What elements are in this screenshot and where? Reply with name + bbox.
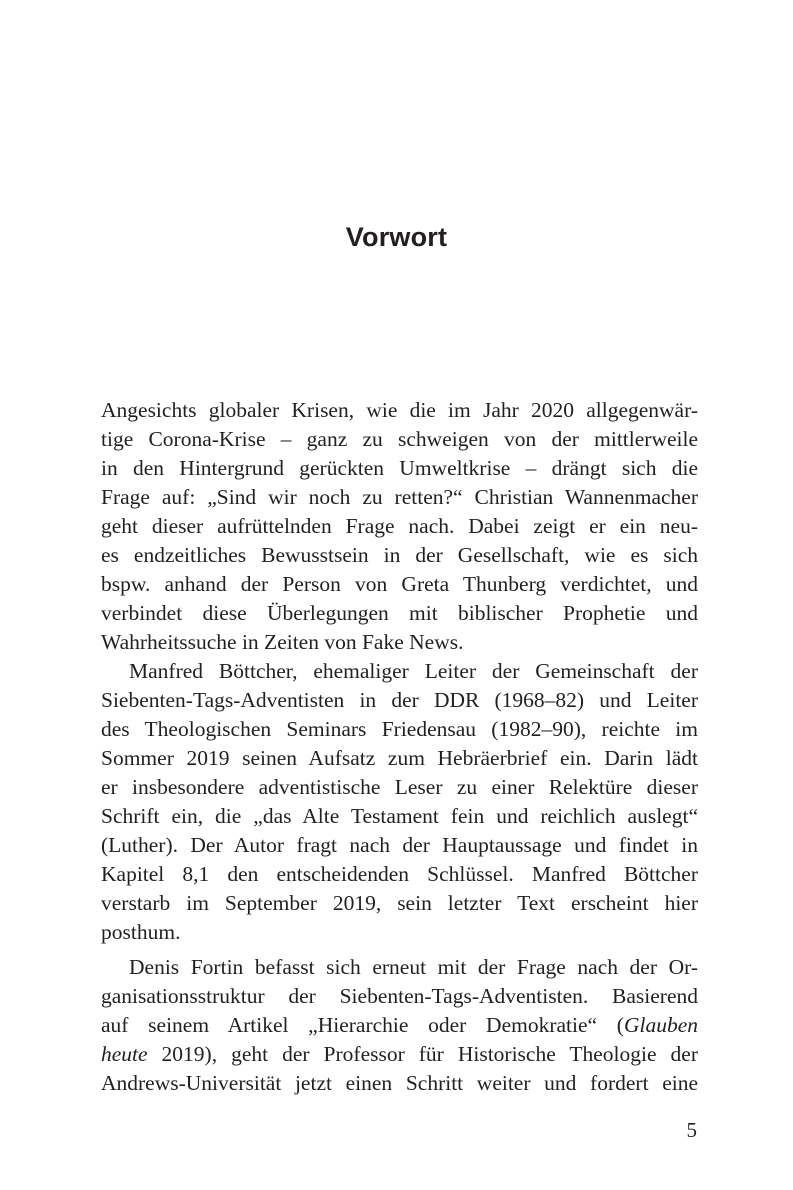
text-line: verbindet diese Überlegungen mit biblischer Prophetie und xyxy=(101,601,698,625)
italic-title: Glauben xyxy=(623,1013,698,1037)
text-line: des Theologischen Seminars Friedensau (1982–90), reichte im xyxy=(101,717,698,741)
text-line: Kapitel 8,1 den entscheidenden Schlüssel. Manfred Böttcher xyxy=(101,862,698,886)
text-line: bspw. anhand der Person von Greta Thunberg verdichtet, und xyxy=(101,572,698,596)
paragraph xyxy=(101,953,698,1098)
text-line: Siebenten-Tags-Adventisten in der DDR (1968–82) und Leiter xyxy=(101,688,698,712)
text-line: in den Hintergrund gerückten Umweltkrise – drängt sich die xyxy=(101,456,698,480)
text-line xyxy=(101,1040,698,1069)
text-line: verstarb im September 2019, sein letzter Text erscheint hier xyxy=(101,891,698,915)
text-line xyxy=(101,1011,698,1040)
text-line: Manfred Böttcher, ehemaliger Leiter der Gemeinschaft der xyxy=(129,659,698,683)
text-line: geht dieser aufrüttelnden Frage nach. Dabei zeigt er ein neu- xyxy=(101,514,698,538)
text-line: tige Corona-Krise – ganz zu schweigen von der mittlerweile xyxy=(101,427,698,451)
text-line: es endzeitliches Bewusstsein in der Gesellschaft, wie es sich xyxy=(101,543,698,567)
text-line: Wahrheitssuche in Zeiten von Fake News. xyxy=(101,630,464,654)
text-line: (Luther). Der Autor fragt nach der Hauptaussage und findet in xyxy=(101,833,698,857)
text-line: Schrift ein, die „das Alte Testament fein und reichlich auslegt“ xyxy=(101,804,698,828)
text-line: Angesichts globaler Krisen, wie die im Jahr 2020 allgegenwär- xyxy=(101,398,698,422)
italic-title: heute xyxy=(101,1042,148,1066)
page-number: 5 xyxy=(686,1118,697,1142)
text-line: Denis Fortin befasst sich erneut mit der Frage nach der Or- xyxy=(129,955,698,979)
text-line: Sommer 2019 seinen Aufsatz zum Hebräerbrief ein. Darin lädt xyxy=(101,746,698,770)
text-line: Andrews-Universität jetzt einen Schritt weiter und fordert eine xyxy=(101,1071,698,1095)
chapter-title: Vorwort xyxy=(345,222,448,252)
text-line: posthum. xyxy=(101,920,181,944)
text-line: er insbesondere adventistische Leser zu einer Relektüre dieser xyxy=(101,775,698,799)
text-fragment: 2019), geht der Professor für Historische Theologie der xyxy=(147,1042,698,1066)
paragraph xyxy=(101,396,698,657)
text-fragment: auf seinem Artikel „Hierarchie oder Demokratie“ ( xyxy=(101,1013,624,1037)
body-text xyxy=(101,396,698,1098)
text-line: Frage auf: „Sind wir noch zu retten?“ Christian Wannenmacher xyxy=(101,485,698,509)
text-line: ganisationsstruktur der Siebenten-Tags-Adventisten. Basierend xyxy=(101,984,698,1008)
paragraph xyxy=(101,657,698,947)
